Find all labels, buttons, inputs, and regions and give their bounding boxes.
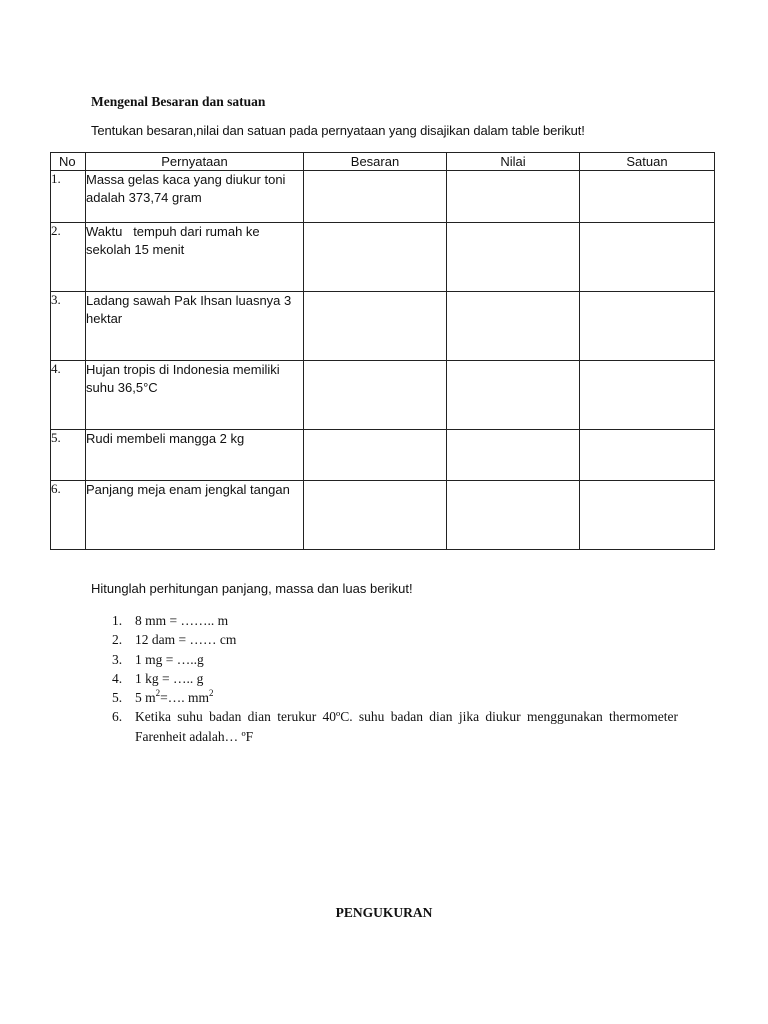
table-row [51,171,715,223]
item-text-part: =…. mm [160,690,210,706]
item-number: 5. [112,690,123,706]
superscript: 2 [209,687,214,698]
statement-cell: Hujan tropis di Indonesia memiliki suhu 36,5°C [86,361,304,430]
list-item [112,688,678,707]
item-text [135,688,678,707]
table-row [51,223,715,292]
list-item [112,707,678,746]
calculation-list [112,611,678,746]
nilai-cell[interactable] [447,292,580,361]
list-item [112,611,678,630]
superscript: 2 [155,687,161,698]
satuan-cell[interactable] [580,292,715,361]
item-number: 4. [112,670,123,686]
nilai-cell[interactable] [447,223,580,292]
table-row [51,292,715,361]
satuan-cell[interactable] [580,481,715,550]
besaran-cell[interactable] [304,292,447,361]
item-text: Ketika suhu badan dian terukur 40ºC. suhu badan dian jika diukur menggunakan thermometer Farenheit adalah… ºF [135,709,678,744]
statement-cell: Massa gelas kaca yang diukur toni adalah 373,74 gram [86,171,304,223]
statement-cell: Panjang meja enam jengkal tangan [86,481,304,550]
statement-cell: Rudi membeli mangga 2 kg [86,430,304,481]
satuan-cell[interactable] [580,223,715,292]
measurement-table [50,152,715,550]
satuan-cell[interactable] [580,171,715,223]
satuan-cell[interactable] [580,430,715,481]
item-number: 1. [112,613,123,628]
header-besaran: Besaran [304,153,447,171]
calculation-section-title: Hitunglah perhitungan panjang, massa dan luas berikut! [91,581,413,596]
item-text: 12 dam = …… cm [135,632,237,648]
header-no: No [51,153,86,171]
satuan-cell[interactable] [580,361,715,430]
nilai-cell[interactable] [447,361,580,430]
row-number: 6. [51,481,86,550]
table-row [51,361,715,430]
header-pernyataan: Pernyataan [86,153,304,171]
besaran-cell[interactable] [304,361,447,430]
header-nilai: Nilai [447,153,580,171]
list-item [112,650,678,669]
besaran-cell[interactable] [304,171,447,223]
section-heading: Mengenal Besaran dan satuan [91,94,266,109]
instruction-text: Tentukan besaran,nilai dan satuan pada pernyataan yang disajikan dalam table berikut! [91,123,585,138]
row-number: 1. [51,171,86,223]
besaran-cell[interactable] [304,481,447,550]
item-text: 1 mg = …..g [135,651,204,667]
item-text: 8 mm = …….. m [135,613,229,628]
row-number: 3. [51,292,86,361]
statement-cell: Ladang sawah Pak Ihsan luasnya 3 hektar [86,292,304,361]
nilai-cell[interactable] [447,481,580,550]
table-header-row [51,153,715,171]
besaran-cell[interactable] [304,223,447,292]
item-number: 3. [112,651,123,667]
table-row [51,481,715,550]
besaran-cell[interactable] [304,430,447,481]
item-text: 1 kg = ….. g [135,670,204,686]
list-item [112,630,678,649]
row-number: 5. [51,430,86,481]
list-item [112,669,678,688]
row-number: 4. [51,361,86,430]
table-row [51,430,715,481]
header-satuan: Satuan [580,153,715,171]
footer-title: PENGUKURAN [335,905,433,920]
item-number: 2. [112,632,123,648]
statement-cell: Waktu tempuh dari rumah ke sekolah 15 menit [86,223,304,292]
item-number: 6. [112,709,123,725]
item-text-part: 5 m [135,690,156,706]
nilai-cell[interactable] [447,430,580,481]
nilai-cell[interactable] [447,171,580,223]
row-number: 2. [51,223,86,292]
